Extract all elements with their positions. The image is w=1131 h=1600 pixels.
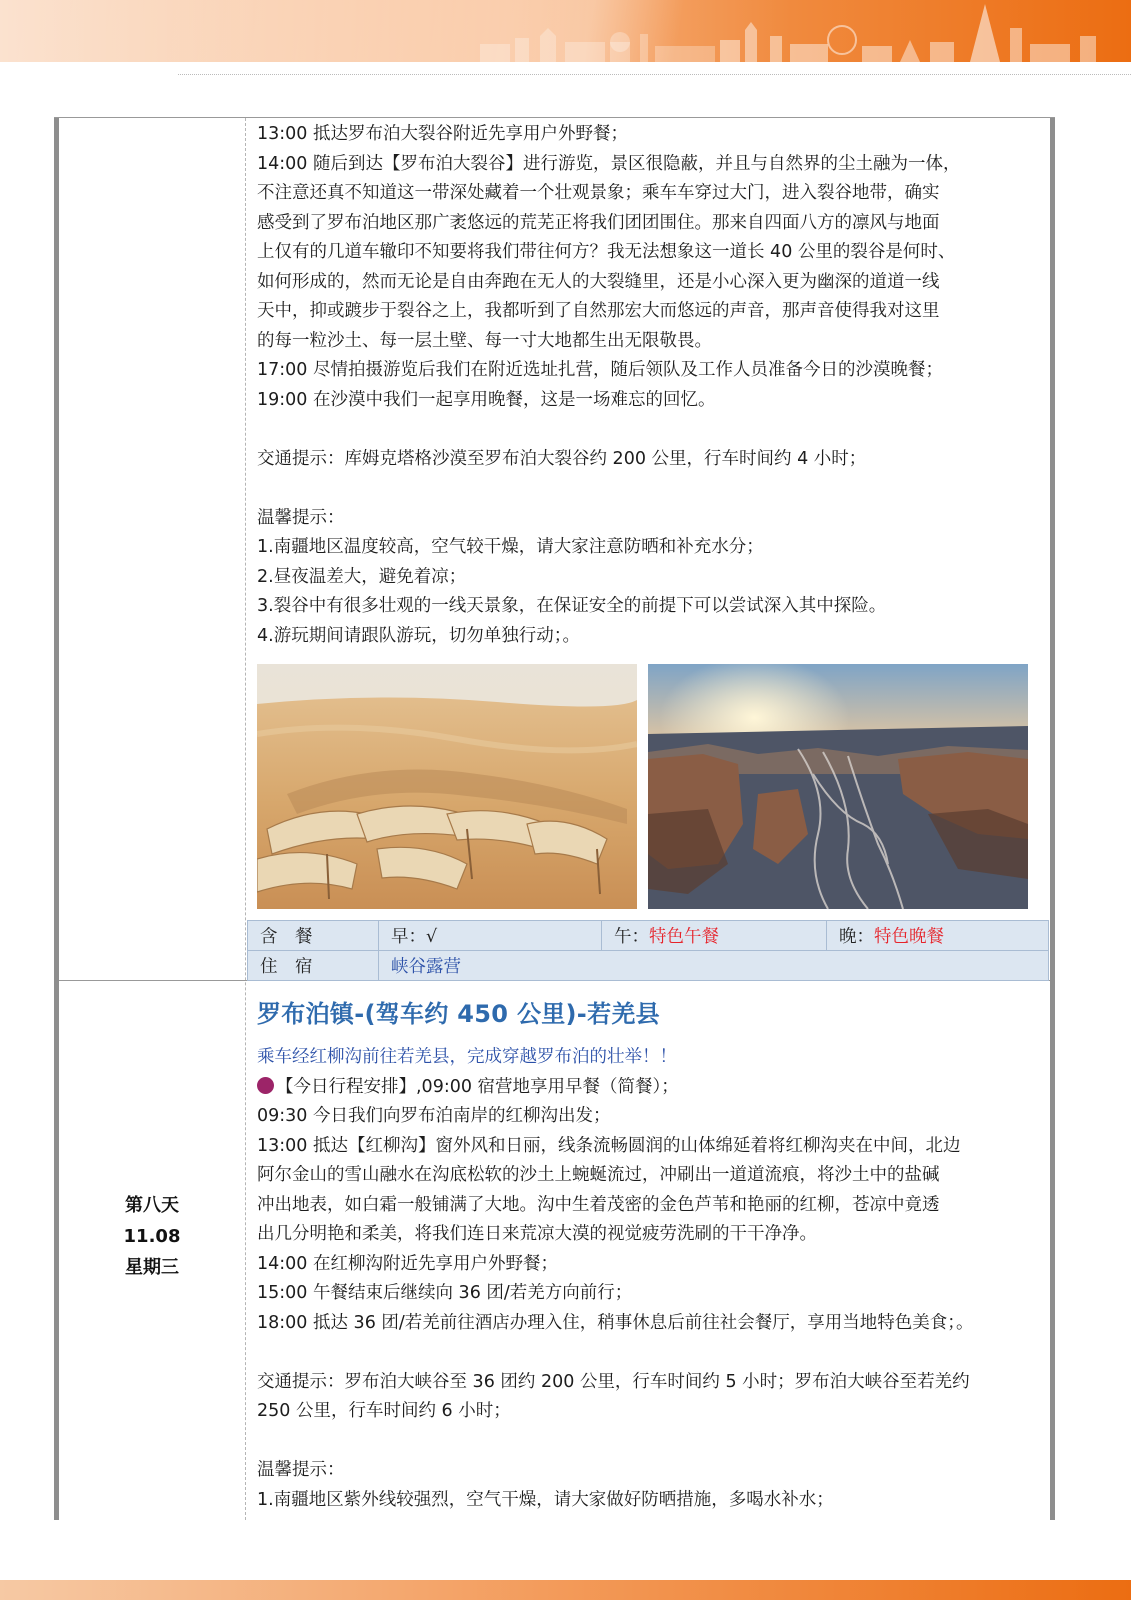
table-column-divider: [245, 118, 246, 1520]
schedule-line: 冲出地表，如白霜一般铺满了大地。沟中生着茂密的金色芦苇和艳丽的红柳，苍凉中竟透: [257, 1194, 940, 1215]
schedule-line: 的每一粒沙土、每一层土壁、每一寸大地都生出无限敬畏。: [257, 330, 712, 351]
table-top-border: [54, 117, 1055, 118]
schedule-line: 15:00 午餐结束后继续向 36 团/若羌方向前行；: [257, 1283, 633, 1303]
tips-title: 温馨提示：: [257, 507, 345, 528]
day8-subtitle: 乘车经红柳沟前往若羌县，完成穿越罗布泊的壮举！！: [257, 1047, 677, 1067]
traffic-tip: 250 公里，行车时间约 6 小时；: [257, 1401, 511, 1421]
lunch-value: 特色午餐: [649, 927, 719, 947]
lunch-label: 午：: [614, 927, 649, 947]
schedule-line: 出几分明艳和柔美，将我们连日来荒凉大漠的视觉疲劳洗刷的干干净净。: [257, 1224, 817, 1244]
day8-route-title: 罗布泊镇-(驾车约 450 公里)-若羌县: [257, 1000, 660, 1028]
tip-item: 1.南疆地区紫外线较强烈，空气干燥，请大家做好防晒措施，多喝水补水；: [257, 1489, 834, 1510]
schedule-line: 09:30 今日我们向罗布泊南岸的红柳沟出发；: [257, 1106, 611, 1126]
tip-item: 4.游玩期间请跟队游玩，切勿单独行动；。: [257, 625, 580, 646]
day-number: 第八天: [125, 1195, 179, 1216]
schedule-line: 14:00 在红柳沟附近先享用户外野餐；: [257, 1253, 558, 1274]
traffic-tip: 交通提示：库姆克塔格沙漠至罗布泊大裂谷约 200 公里，行车时间约 4 小时；: [257, 448, 867, 469]
tip-item: 1.南疆地区温度较高，空气较干燥，请大家注意防晒和补充水分；: [257, 537, 764, 557]
schedule-line: 上仅有的几道车辙印不知要将我们带往何方？我无法想象这一道长 40 公里的裂谷是何时、: [257, 242, 956, 262]
dinner-value: 特色晚餐: [874, 927, 944, 947]
schedule-first: 【今日行程安排】,09:00 宿营地享用早餐（简餐）；: [276, 1076, 679, 1097]
meals-lodging-table: [247, 920, 1049, 981]
schedule-line: 如何形成的，然而无论是自由奔跑在无人的大裂缝里，还是小心深入更为幽深的道道一线: [257, 271, 940, 292]
lodging-label: 住 宿: [248, 951, 379, 981]
day7-itinerary: [257, 120, 1047, 651]
table-right-border: [1050, 118, 1055, 1520]
dinner-label: 晚：: [839, 927, 874, 947]
breakfast-label: 早：: [391, 927, 426, 947]
table-left-border: [54, 118, 59, 1520]
traffic-tip: 交通提示：罗布泊大峡谷至 36 团约 200 公里，行车时间约 5 小时；罗布泊大峡谷至若羌约: [257, 1371, 970, 1392]
dinner-cell: [827, 921, 1049, 951]
tips-title: 温馨提示：: [257, 1460, 345, 1480]
day-weekday: 星期三: [125, 1257, 179, 1278]
city-skyline-icon: [470, 0, 1131, 62]
great-canyon-photo: [648, 664, 1028, 909]
meals-label: 含 餐: [248, 921, 379, 951]
day8-date-label: [59, 1190, 245, 1283]
schedule-line: 感受到了罗布泊地区那广袤悠远的荒芜正将我们团团围住。那来自四面八方的凛风与地面: [257, 212, 940, 233]
desert-skeleton-photo: [257, 664, 637, 909]
lunch-cell: [602, 921, 827, 951]
tip-item: 3.裂谷中有很多壮观的一线天景象，在保证安全的前提下可以尝试深入其中探险。: [257, 596, 887, 616]
day-date: 11.08: [123, 1226, 181, 1247]
breakfast-cell: [379, 921, 602, 951]
schedule-line: 17:00 尽情拍摄游览后我们在附近选址扎营，随后领队及工作人员准备今日的沙漠晚餐；: [257, 360, 943, 380]
schedule-line: [257, 1073, 1047, 1103]
header-banner: [0, 0, 1131, 62]
schedule-line: 14:00 随后到达【罗布泊大裂谷】进行游览，景区很隐蔽，并且与自然界的尘土融为一体，: [257, 153, 961, 174]
schedule-line: 阿尔金山的雪山融水在沟底松软的沙土上蜿蜒流过，冲刷出一道道流痕，将沙土中的盐碱: [257, 1165, 940, 1185]
footer-banner: [0, 1580, 1131, 1600]
schedule-line: 18:00 抵达 36 团/若羌前往酒店办理入住，稍事休息后前往社会餐厅，享用当地特色美食；。: [257, 1312, 974, 1333]
tip-item: 2.昼夜温差大，避免着凉；: [257, 566, 467, 587]
header-divider: [178, 74, 1131, 75]
schedule-line: 天中，抑或踱步于裂谷之上，我都听到了自然那宏大而悠远的声音，那声音使得我对这里: [257, 301, 940, 321]
schedule-line: 13:00 抵达罗布泊大裂谷附近先享用户外野餐；: [257, 124, 628, 144]
lodging-value: 峡谷露营: [379, 951, 1049, 981]
schedule-line: 13:00 抵达【红柳沟】窗外风和日丽，线条流畅圆润的山体绵延着将红柳沟夹在中间，北边: [257, 1135, 961, 1156]
breakfast-value: √: [426, 927, 438, 947]
day8-itinerary: [257, 1043, 1047, 1515]
bullet-dot-icon: [257, 1077, 274, 1094]
schedule-line: 19:00 在沙漠中我们一起享用晚餐，这是一场难忘的回忆。: [257, 389, 716, 410]
schedule-line: 不注意还真不知道这一带深处藏着一个壮观景象；乘车车穿过大门，进入裂谷地带，确实: [257, 183, 940, 203]
